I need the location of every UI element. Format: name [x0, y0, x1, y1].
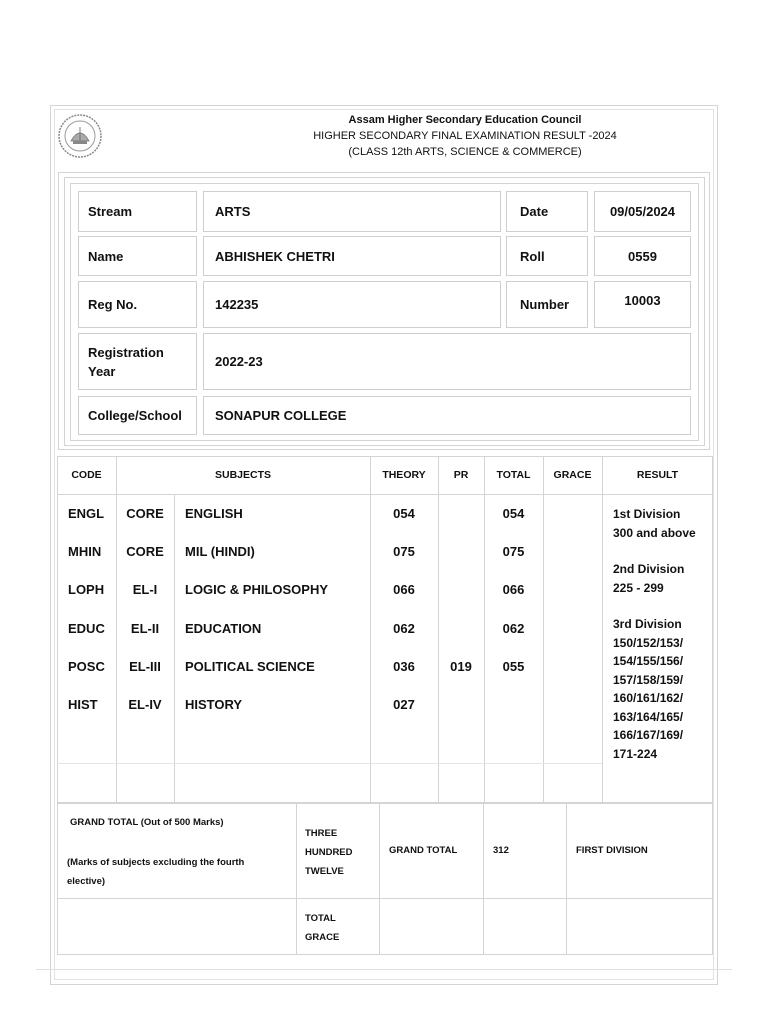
- second-division-range: 225 - 299: [613, 580, 664, 595]
- header-total: TOTAL: [496, 469, 531, 481]
- subject-name: HISTORY: [185, 697, 243, 712]
- theory-marks: 054: [393, 506, 415, 521]
- total-grace-line1: TOTAL: [305, 913, 336, 924]
- theory-marks: 062: [393, 621, 415, 636]
- grand-total-note: [67, 853, 292, 891]
- words-line2: HUNDRED: [305, 847, 353, 858]
- subject-name: LOGIC & PHILOSOPHY: [185, 582, 329, 597]
- header-theory: THEORY: [382, 469, 426, 481]
- col-divider: [174, 494, 175, 803]
- header-pr: PR: [453, 469, 469, 481]
- total-marks: 062: [502, 621, 525, 636]
- header-code: CODE: [71, 469, 102, 481]
- registration-year-label-1: Registration: [88, 344, 164, 360]
- table-row: [57, 582, 602, 598]
- marks-header-divider: [57, 494, 713, 495]
- number-value: [594, 281, 691, 328]
- theory-marks: 027: [393, 697, 415, 712]
- registration-year-value: 2022-23: [203, 333, 691, 390]
- subject-name: EDUCATION: [185, 621, 262, 636]
- marks-bottom-line: [57, 763, 602, 764]
- council-logo: [57, 113, 103, 159]
- date-value: 09/05/2024: [594, 191, 691, 232]
- theory-marks: 036: [393, 659, 415, 674]
- theory-marks: 066: [393, 582, 415, 597]
- grand-total-caption: GRAND TOTAL (Out of 500 Marks): [70, 817, 224, 828]
- registration-year-label: [78, 333, 197, 390]
- words-line3: TWELVE: [305, 866, 344, 877]
- table-row: [57, 544, 602, 560]
- col-divider: [602, 456, 603, 803]
- subject-type: EL-I: [132, 582, 158, 597]
- total-marks: 055: [502, 659, 525, 674]
- total-marks: 054: [502, 506, 525, 521]
- pr-marks: 019: [450, 659, 472, 674]
- table-row: [57, 697, 602, 713]
- first-division-range: 300 and above: [613, 525, 696, 540]
- college-label: College/School: [78, 396, 197, 435]
- division-result: FIRST DIVISION: [576, 845, 648, 856]
- subject-type: CORE: [126, 506, 164, 521]
- grand-total-value: 312: [493, 845, 509, 856]
- subject-type: EL-IV: [128, 697, 162, 712]
- subject-name: MIL (HINDI): [185, 544, 255, 559]
- header-subjects: SUBJECTS: [214, 469, 271, 481]
- summary-col-divider: [483, 803, 484, 955]
- table-row: [57, 621, 602, 637]
- subject-type: EL-II: [130, 621, 160, 636]
- subject-code: ENGL: [68, 506, 105, 521]
- header-result: RESULT: [636, 469, 679, 481]
- third-division-range: 150/152/153/: [613, 635, 684, 650]
- third-division-range: 160/161/162/: [613, 691, 684, 705]
- table-row: [57, 659, 602, 675]
- subject-code: LOPH: [68, 582, 105, 597]
- number-value-text: 10003: [624, 293, 661, 308]
- third-division-range: 163/164/165/: [613, 709, 684, 724]
- third-division-range: 157/158/159/: [613, 672, 684, 687]
- name-value: ABHISHEK CHETRI: [203, 236, 501, 276]
- subject-code: HIST: [68, 697, 98, 712]
- third-division-range: 154/155/156/: [613, 654, 684, 668]
- summary-col-divider: [566, 803, 567, 955]
- roll-value: 0559: [594, 236, 691, 276]
- subject-type: EL-III: [129, 659, 161, 674]
- class-line: (CLASS 12th ARTS, SCIENCE & COMMERCE): [348, 146, 582, 158]
- theory-marks: 075: [393, 544, 415, 559]
- table-row: [57, 506, 602, 522]
- summary-col-divider: [379, 803, 380, 955]
- total-grace-line2: GRACE: [305, 932, 340, 943]
- stream-value: ARTS: [203, 191, 501, 232]
- date-label: Date: [506, 191, 588, 232]
- grand-total-note-line1: (Marks of subjects excluding the fourth: [67, 857, 245, 868]
- total-marks: 066: [502, 582, 525, 597]
- subject-name: ENGLISH: [185, 506, 243, 521]
- grand-total-in-words: [305, 824, 353, 881]
- third-division-range: 171-224: [613, 746, 658, 761]
- registration-year-label-2: Year: [88, 363, 116, 379]
- subject-code: EDUC: [68, 621, 105, 636]
- subject-type: CORE: [126, 544, 164, 559]
- exam-title: HIGHER SECONDARY FINAL EXAMINATION RESULT -2024: [313, 130, 617, 142]
- roll-label: Roll: [506, 236, 588, 276]
- college-value: SONAPUR COLLEGE: [203, 396, 691, 435]
- reg-no-value: 142235: [203, 281, 501, 328]
- grand-total-note-line2: elective): [67, 876, 106, 887]
- third-division-label: 3rd Division: [613, 617, 682, 631]
- first-division-label: 1st Division: [613, 507, 681, 521]
- result-legend: [613, 505, 709, 763]
- summary-col-divider: [296, 803, 297, 955]
- subject-name: POLITICAL SCIENCE: [185, 659, 315, 674]
- header-grace: GRACE: [553, 469, 592, 481]
- second-division-label: 2nd Division: [613, 562, 685, 576]
- name-label: Name: [78, 236, 197, 276]
- grand-total-label: GRAND TOTAL: [389, 845, 458, 856]
- total-grace-label: [305, 909, 339, 947]
- third-division-range: 166/167/169/: [613, 728, 684, 742]
- stream-label: Stream: [78, 191, 197, 232]
- page-bottom-rule: [36, 969, 732, 970]
- subject-code: POSC: [68, 659, 105, 674]
- words-line1: THREE: [305, 828, 338, 839]
- subject-code: MHIN: [68, 544, 102, 559]
- reg-no-label: Reg No.: [78, 281, 197, 328]
- council-name: Assam Higher Secondary Education Council: [348, 114, 582, 126]
- summary-row-divider: [57, 898, 713, 899]
- number-label: Number: [506, 281, 588, 328]
- total-marks: 075: [502, 544, 525, 559]
